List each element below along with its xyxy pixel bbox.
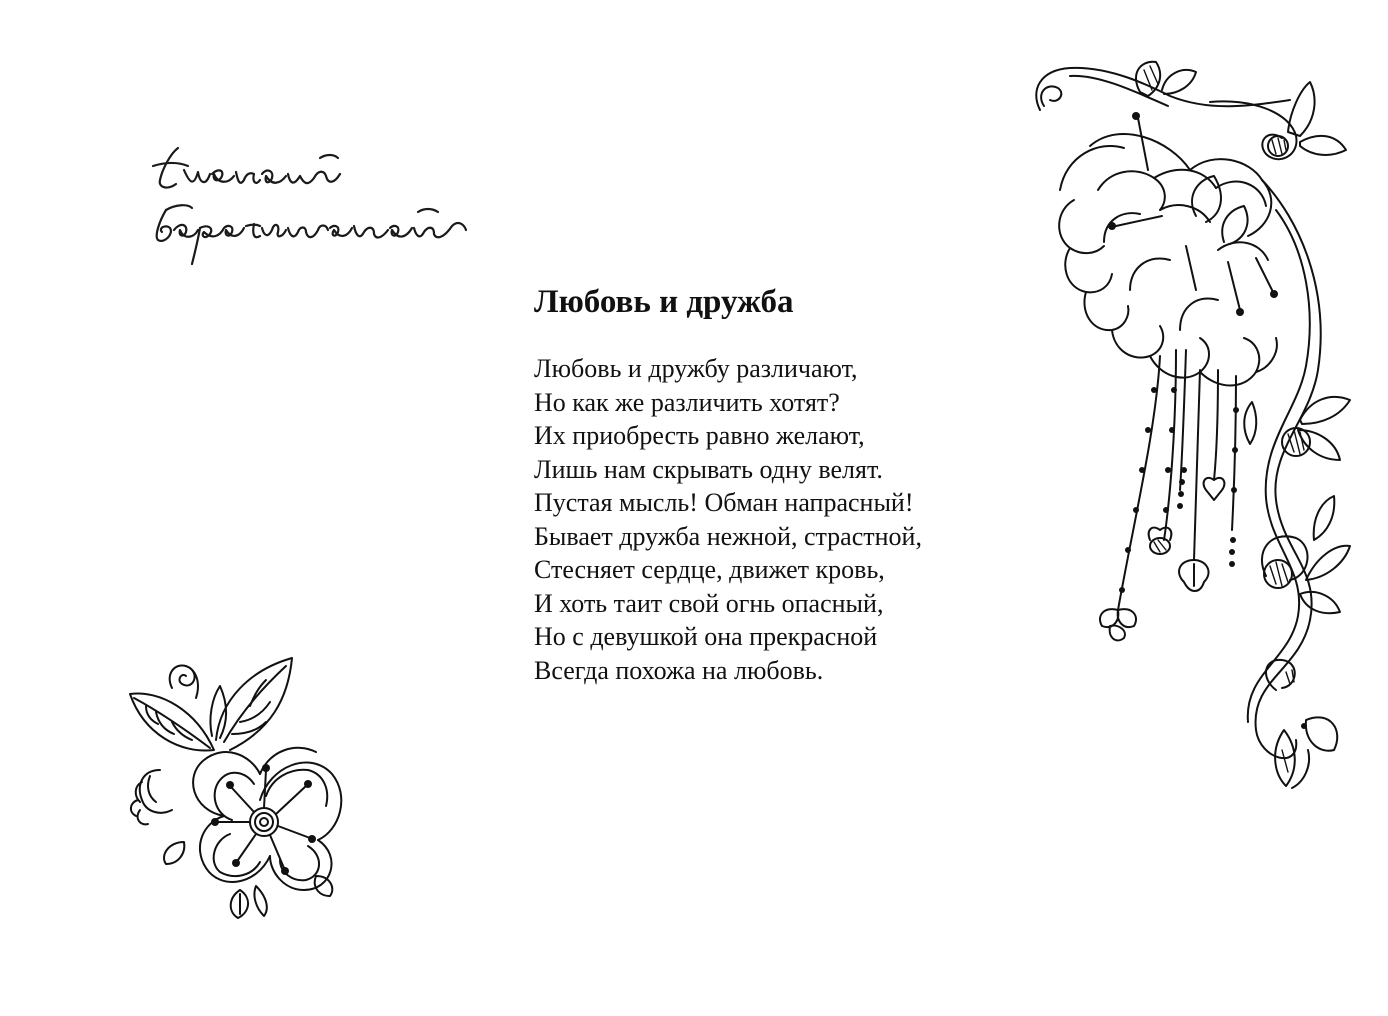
poem-line: И хоть таит свой огнь опасный, bbox=[534, 588, 884, 618]
poem-body bbox=[534, 352, 1054, 687]
poem-line: Пустая мысль! Обман напрасный! bbox=[534, 488, 914, 517]
poem-title: Любовь и дружба bbox=[534, 284, 794, 320]
poem-line: Но с девушкой она прекрасной bbox=[534, 622, 878, 651]
poem bbox=[534, 282, 1054, 687]
vine-ornament bbox=[1000, 50, 1360, 800]
poem-line: Стесняет сердце, движет кровь, bbox=[534, 555, 885, 584]
poem-line: Лишь нам скрывать одну велят. bbox=[534, 454, 883, 484]
flower-ornament bbox=[120, 650, 350, 920]
poem-line: Их приобресть равно желают, bbox=[534, 421, 865, 450]
poem-line: Но как же различить хотят? bbox=[534, 387, 840, 417]
poem-line: Всегда похожа на любовь. bbox=[534, 655, 824, 685]
hanging-flower-vine-illustration bbox=[1000, 50, 1360, 800]
poem-line: Любовь и дружбу различают, bbox=[534, 354, 858, 383]
signature-drawing bbox=[148, 140, 478, 270]
flower-illustration bbox=[120, 650, 350, 920]
poem-line: Бывает дружба нежной, страстной, bbox=[534, 521, 922, 551]
author-signature bbox=[148, 140, 478, 270]
